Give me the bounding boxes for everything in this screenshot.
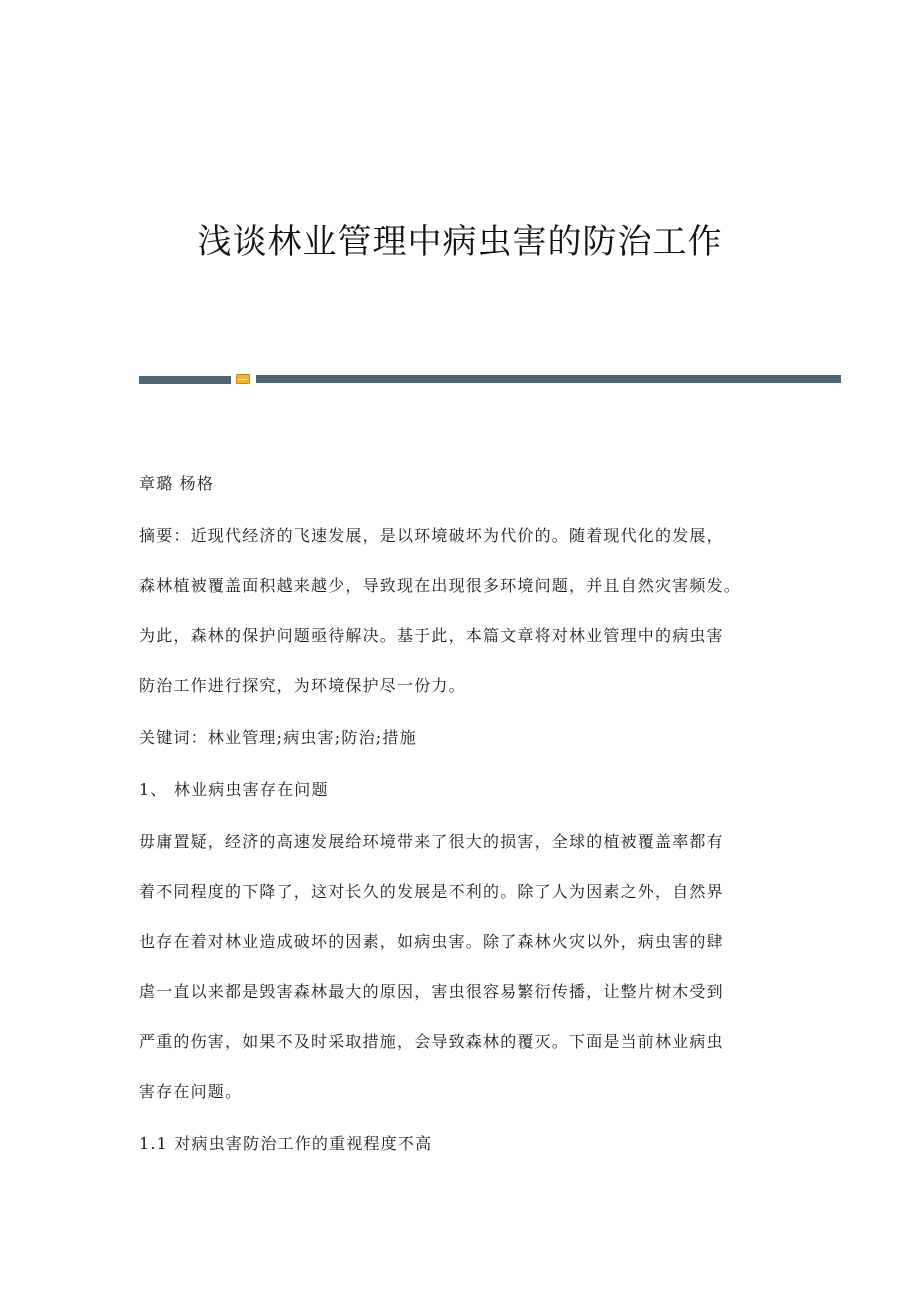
keywords: 关键词：林业管理;病虫害;防治;措施 (139, 728, 417, 747)
body-line: 严重的伤害，如果不及时采取措施，会导致森林的覆灭。下面是当前林业病虫 (139, 1032, 724, 1051)
body-line: 虐一直以来都是毁害森林最大的原因，害虫很容易繁衍传播，让整片树木受到 (139, 982, 724, 1001)
document-title: 浅谈林业管理中病虫害的防治工作 (197, 222, 723, 262)
divider-marker-icon (236, 374, 250, 384)
section-heading: 1、 林业病虫害存在问题 (139, 780, 329, 799)
divider-left-segment (139, 376, 231, 384)
title-divider (139, 374, 841, 386)
document-body (139, 466, 799, 1161)
divider-right-segment (256, 375, 841, 383)
abstract (139, 518, 799, 703)
body-line: 着不同程度的下降了，这对长久的发展是不利的。除了人为因素之外，自然界 (139, 882, 724, 901)
abstract-line: 摘要：近现代经济的飞速发展，是以环境破坏为代价的。随着现代化的发展， (139, 526, 724, 545)
body-line: 毋庸置疑，经济的高速发展给环境带来了很大的损害，全球的植被覆盖率都有 (139, 832, 724, 851)
body-line: 也存在着对林业造成破坏的因素，如病虫害。除了森林火灾以外，病虫害的肆 (139, 932, 724, 951)
subsection-heading: 1.1 对病虫害防治工作的重视程度不高 (139, 1134, 433, 1153)
body-line: 害存在问题。 (139, 1082, 243, 1101)
section-body (139, 824, 799, 1109)
authors: 章璐 杨格 (139, 474, 215, 493)
abstract-line: 防治工作进行探究，为环境保护尽一份力。 (139, 676, 466, 695)
abstract-line: 森林植被覆盖面积越来越少，导致现在出现很多环境问题，并且自然灾害频发。 (139, 576, 742, 595)
abstract-line: 为此，森林的保护问题亟待解决。基于此，本篇文章将对林业管理中的病虫害 (139, 626, 724, 645)
